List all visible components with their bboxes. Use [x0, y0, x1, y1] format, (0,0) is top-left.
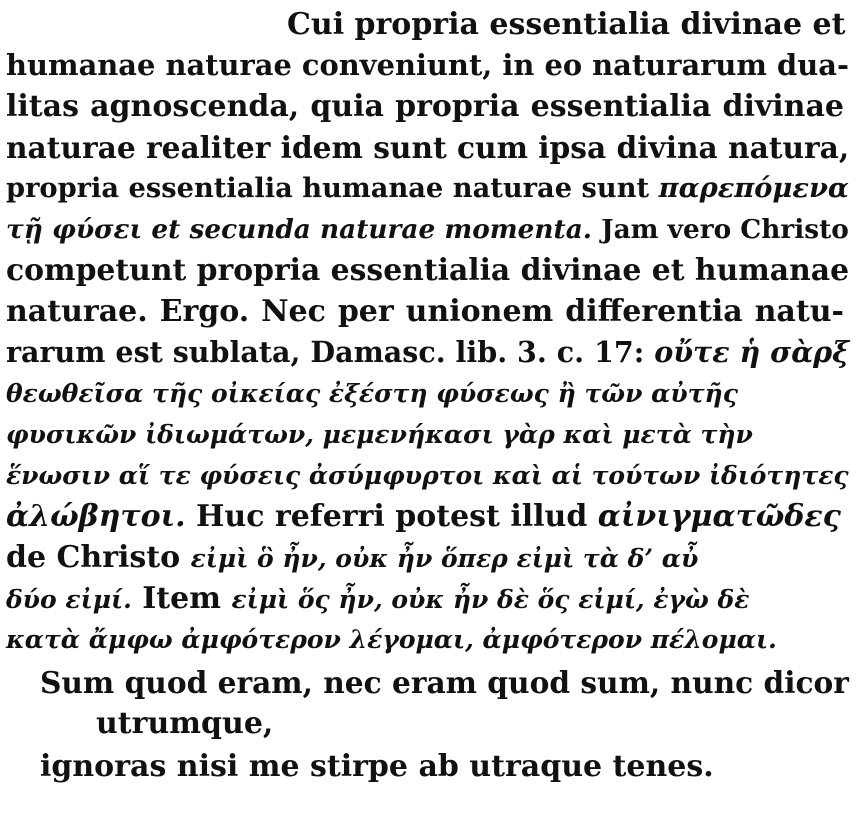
- text-line-2: [6, 45, 849, 86]
- greek-text-segment: οὔτε ἡ σὰρξ: [654, 335, 850, 369]
- greek-text-segment: εἰμὶ ὃ ἦν, οὐκ ἦν ὅπερ εἰμὶ τὰ δ’ αὖ: [190, 544, 699, 573]
- greek-text-segment: θεωθεῖσα τῆς οἰκείας ἐξέστη φύσεως ἢ τῶν αὐτῆς: [6, 379, 738, 408]
- text-segment: humanae naturae conveniunt, in eo naturarum dua-: [6, 48, 849, 82]
- text-line-9: [6, 332, 849, 373]
- text-line-7: [6, 250, 850, 291]
- text-segment: propria essentialia humanae naturae sunt: [6, 172, 650, 204]
- text-line-3: [6, 86, 844, 127]
- verse-text: utrumque,: [96, 706, 274, 741]
- greek-text-segment: κατὰ ἄμφω ἀμφότερον λέγομαι, ἀμφότερον πέλομαι.: [6, 625, 777, 654]
- text-line-11: [6, 414, 753, 455]
- verse-line-1: [40, 662, 849, 703]
- text-line-5: [6, 168, 849, 209]
- text-segment: Cui propria essentialia divinae et: [287, 7, 846, 42]
- text-segment: competunt propria essentialia divinae et humanae: [6, 253, 850, 288]
- text-line-6: [6, 209, 849, 250]
- verse-text: ignoras nisi me stirpe ab utraque tenes.: [40, 749, 714, 784]
- greek-text-segment: αἰνιγματῶδες: [597, 499, 841, 534]
- italic-text-segment: τῇ φύσει et secunda naturae momenta.: [6, 214, 592, 245]
- text-line-15: [6, 578, 749, 620]
- text-segment: rarum est sublata, Damasc. lib. 3. c. 17:: [6, 335, 645, 369]
- text-line-14: [6, 537, 698, 579]
- verse-line-2: [40, 746, 714, 787]
- text-line-13: [6, 496, 841, 537]
- text-line-10: [6, 373, 738, 414]
- greek-text-segment: ἕνωσιν αἵ τε φύσεις ἀσύμφυρτοι καὶ αἱ τούτων ἰδιότητες: [6, 461, 849, 490]
- text-line-8: [6, 291, 844, 332]
- greek-text-segment: δύο εἰμί.: [6, 585, 132, 614]
- text-segment: Huc referri potest illud: [196, 499, 588, 534]
- verse-line-1-continuation: [96, 703, 273, 744]
- text-segment: naturae realiter idem sunt cum ipsa divina natura,: [6, 130, 850, 165]
- text-line-1: [287, 4, 845, 45]
- verse-text: Sum quod eram, nec eram quod sum, nunc dicor: [40, 665, 849, 700]
- text-segment: de Christo: [6, 540, 181, 575]
- greek-text-segment: εἰμὶ ὅς ἦν, οὐκ ἦν δὲ ὅς εἰμί, ἐγὼ δὲ: [231, 585, 750, 614]
- text-segment: Item: [142, 581, 221, 616]
- greek-text-segment: ἀλώβητοι.: [6, 499, 186, 534]
- text-segment: Jam vero Christo: [601, 214, 849, 245]
- greek-text-segment: παρεπόμενα: [658, 172, 849, 204]
- text-segment: litas agnoscenda, quia propria essentialia divinae: [6, 89, 844, 124]
- text-line-12: [6, 455, 849, 496]
- text-line-4: [6, 127, 850, 168]
- text-segment: naturae. Ergo. Nec per unionem differentia natu-: [6, 294, 844, 329]
- text-line-16: [6, 619, 777, 660]
- greek-text-segment: φυσικῶν ἰδιωμάτων, μεμενήκασι γὰρ καὶ μετὰ τὴν: [6, 420, 753, 449]
